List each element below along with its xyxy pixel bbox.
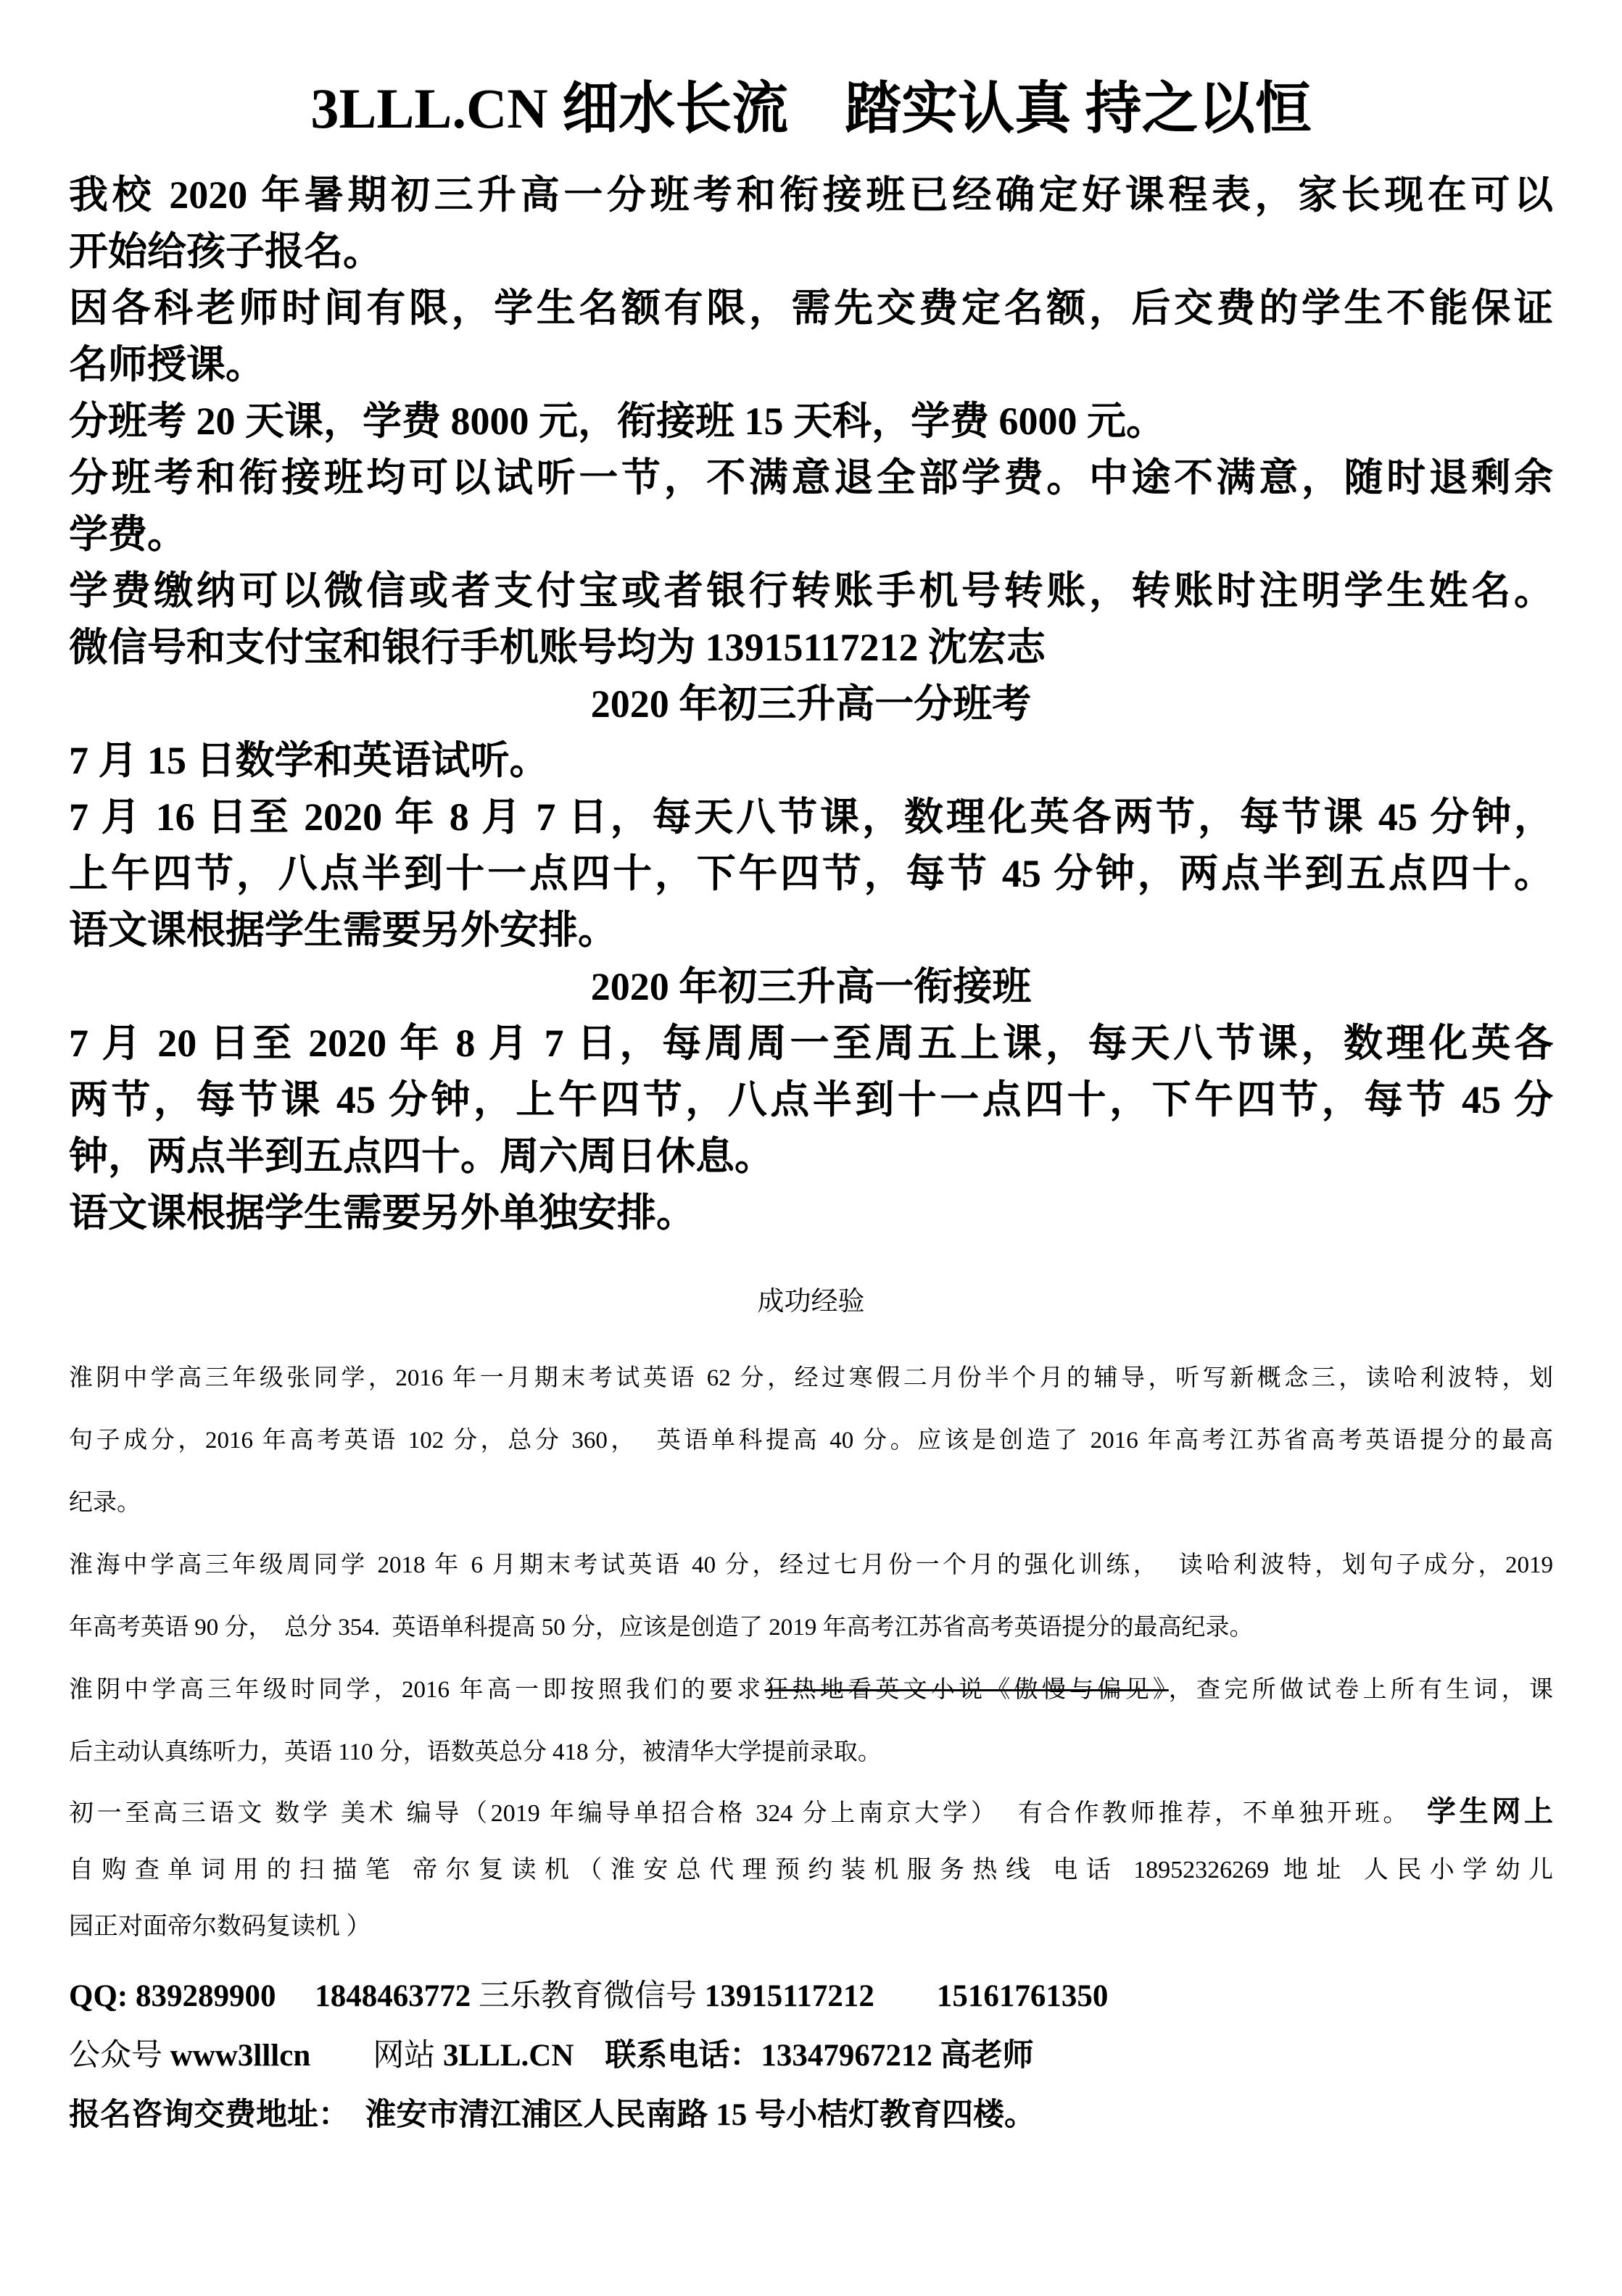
story3-line-2: 后主动认真练听力，英语 110 分，语数英总分 418 分，被清华大学提前录取。 [69,1739,882,1765]
intro-line-2: 开始给孩子报名。 [69,230,382,273]
placement-line-2: 7 月 16 日至 2020 年 8 月 7 日，每天八节课，数理化英各两节，每节课 45 分钟， [69,795,1553,839]
phone-value: 13347967212 高老师 [761,2039,1034,2073]
bridge-class-heading: 2020 年初三升高一衔接班 [590,965,1032,1008]
story1-line-3: 纪录。 [69,1490,141,1516]
courses-bold-tail: 学生网上 [1426,1795,1554,1828]
phone-label: 联系电话： [574,2039,761,2073]
gzh-value: www3lllcn [170,2039,311,2073]
refund-line-2: 学费。 [69,513,186,556]
bridge-line-1: 7 月 20 日至 2020 年 8 月 7 日，每周周一至周五上课，每天八节课，数理化英各 [69,1021,1553,1065]
courses-line-1 [69,1783,1553,1842]
intro-line-4: 名师授课。 [69,343,265,386]
story1-line-2: 句子成分，2016 年高考英语 102 分，总分 360， 英语单科提高 40 分。应该是创造了 2016 年高考江苏省高考英语提分的最高 [69,1427,1553,1454]
gzh-label: 公众号 [69,2039,170,2073]
qq-numbers: QQ: 839289900 1848463772 [69,1979,479,2013]
refund-line-1: 分班考和衔接班均可以试听一节，不满意退全部学费。中途不满意，随时退剩余 [69,456,1553,500]
bridge-line-4: 语文课根据学生需要另外单独安排。 [69,1191,695,1235]
payment-line: 学费缴纳可以微信或者支付宝或者银行转账手机号转账，转账时注明学生姓名。 [69,569,1553,613]
story3-pre-text: 淮阴中学高三年级时同学，2016 年高一即按照我们的要求 [69,1677,765,1703]
address-line [69,2086,1553,2145]
qq-wechat-line [69,1967,1553,2026]
page-title: 3LLL.CN 细水长流 踏实认真 持之以恒 [310,77,1312,140]
story2-line-1: 淮海中学高三年级周同学 2018 年 6 月期末考试英语 40 分，经过七月份一个月的强化训练， 读哈利波特，划句子成分，2019 [69,1552,1553,1578]
contact-block [69,1967,1553,2145]
placement-exam-heading: 2020 年初三升高一分班考 [590,682,1032,726]
web-phone-line [69,2026,1553,2086]
intro-line-3: 因各科老师时间有限，学生名额有限，需先交费定名额，后交费的学生不能保证 [69,286,1553,330]
tuition-line: 分班考 20 天课，学费 8000 元，衔接班 15 天科，学费 6000 元。 [69,399,1165,443]
wechat-numbers: 13915117212 15161761350 [704,1979,1109,2013]
story1-line-1: 淮阴中学高三年级张同学，2016 年一月期末考试英语 62 分，经过寒假二月份半个月的辅导，听写新概念三，读哈利波特，划 [69,1365,1553,1391]
courses-line-3: 园正对面帝尔数码复读机 ） [69,1913,371,1940]
placement-line-4: 语文课根据学生需要另外安排。 [69,908,617,952]
account-line: 微信号和支付宝和银行手机账号均为 13915117212 沈宏志 [69,626,1046,669]
story2-line-2: 年高考英语 90 分， 总分 354. 英语单科提高 50 分，应该是创造了 2019 年高考江苏省高考英语提分的最高纪录。 [69,1615,1254,1641]
courses-main-text: 初一至高三语文 数学 美术 编导（2019 年编导单招合格 324 分上南京大学） 有合作教师推荐，不单独开班。 [69,1800,1427,1827]
story3-post-text: ，查完所做试卷上所有生词，课 [1168,1677,1554,1703]
placement-line-3: 上午四节，八点半到十一点四十，下午四节，每节 45 分钟，两点半到五点四十。 [69,852,1553,895]
bridge-line-2: 两节，每节课 45 分钟，上午四节，八点半到十一点四十，下午四节，每节 45 分 [69,1078,1553,1122]
wechat-label: 三乐教育微信号 [478,1979,705,2013]
story3-strikethrough-text: 狂热地看英文小说《傲慢与偏见》 [764,1677,1169,1703]
site-value: 3LLL.CN [443,2039,574,2073]
intro-line-1: 我校 2020 年暑期初三升高一分班考和衔接班已经确定好课程表，家长现在可以 [69,173,1553,217]
site-label: 网站 [310,2039,443,2073]
bridge-line-3: 钟，两点半到五点四十。周六周日休息。 [69,1135,774,1178]
success-heading: 成功经验 [757,1287,865,1317]
courses-line-2: 自购查单词用的扫描笔 帝尔复读机（淮安总代理预约装机服务热线 电话 18952326269 地址 人民小学幼儿 [69,1857,1553,1883]
address-text: 报名咨询交费地址： 淮安市清江浦区人民南路 15 号小桔灯教育四楼。 [69,2098,1035,2132]
story3-line-1 [69,1659,1553,1721]
placement-line-1: 7 月 15 日数学和英语试听。 [69,739,549,782]
